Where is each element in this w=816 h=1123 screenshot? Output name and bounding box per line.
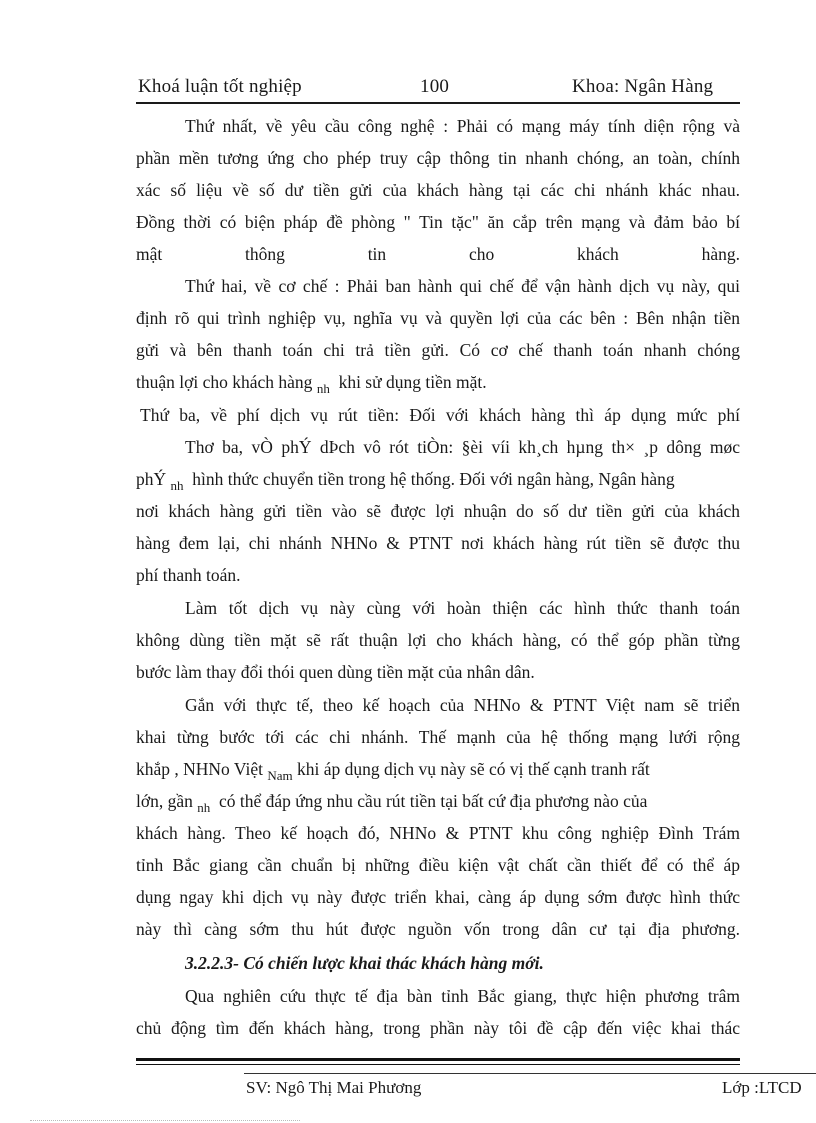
text-line xyxy=(136,789,740,820)
text-line: dụng ngay khi dịch vụ này được triển khai, càng áp dụng sớm được hình thức xyxy=(136,887,740,907)
text-line: Thứ hai, về cơ chế : Phải ban hành qui chế để vận hành dịch vụ này, qui xyxy=(185,276,740,296)
footer-rule-thin xyxy=(136,1064,740,1065)
header-page-number: 100 xyxy=(420,76,450,97)
footer-student-name: SV: Ngô Thị Mai Phương xyxy=(246,1078,422,1097)
text-line: gửi và bên thanh toán chi trả tiền gửi. Có cơ chế thanh toán nhanh chóng xyxy=(136,340,740,360)
stray-subscript: Nam xyxy=(267,768,293,783)
text-segment: khi sử dụng tiền mặt. xyxy=(338,372,487,392)
section-heading: 3.2.2.3- Có chiến lược khai thác khách hàng mới. xyxy=(185,953,544,973)
text-line xyxy=(136,467,740,498)
stray-subscript: nh xyxy=(316,381,330,396)
stray-subscript: nh xyxy=(170,478,184,493)
text-line: tỉnh Bắc giang cần chuẩn bị những điều kiện vật chất cần thiết để có thể áp xyxy=(136,855,740,875)
text-line: định rõ qui trình nghiệp vụ, nghĩa vụ và quyền lợi của các bên : Bên nhận tiền xyxy=(136,308,740,328)
text-segment: khắp , NHNo Việt xyxy=(136,759,263,779)
footer-dotted-line xyxy=(30,1120,300,1121)
text-line: Đồng thời có biện pháp đề phòng " Tin tặc" ăn cắp trên mạng và đảm bảo bí xyxy=(136,212,740,232)
text-line: Gắn với thực tế, theo kế hoạch của NHNo & PTNT Việt nam sẽ triển xyxy=(185,695,740,715)
text-line: hàng đem lại, chi nhánh NHNo & PTNT nơi khách hàng rút tiền sẽ được thu xyxy=(136,533,740,553)
text-line: Làm tốt dịch vụ này cùng với hoàn thiện các hình thức thanh toán xyxy=(185,598,740,618)
text-line: phần mền tương ứng cho phép truy cập thông tin nhanh chóng, an toàn, chính xyxy=(136,148,740,168)
text-line: chủ động tìm đến khách hàng, trong phần này tôi đề cập đến việc khai thác xyxy=(136,1018,740,1038)
header-rule xyxy=(136,102,740,104)
text-line: Thứ ba, về phí dịch vụ rút tiền: Đối với khách hàng thì áp dụng mức phí xyxy=(140,405,740,425)
text-segment: có thể đáp ứng nhu cầu rút tiền tại bất cứ địa phương nào của xyxy=(219,791,648,811)
text-line: nơi khách hàng gửi tiền vào sẽ được lợi nhuận do số dư tiền gửi của khách xyxy=(136,501,740,521)
text-line: xác số liệu về số dư tiền gửi của khách hàng tại các chi nhánh khác nhau. xyxy=(136,180,740,200)
text-line: không dùng tiền mặt sẽ rất thuận lợi cho khách hàng, có thể góp phần từng xyxy=(136,630,740,650)
text-line xyxy=(136,757,740,788)
text-line xyxy=(136,370,740,401)
text-line: Qua nghiên cứu thực tế địa bàn tỉnh Bắc giang, thực hiện phương trâm xyxy=(185,986,740,1006)
header-thesis-title: Khoá luận tốt nghiệp xyxy=(138,76,302,97)
text-segment: khi áp dụng dịch vụ này sẽ có vị thế cạnh tranh rất xyxy=(296,759,650,779)
text-line: phí thanh toán. xyxy=(136,565,241,585)
footer-class: Lớp :LTCD xyxy=(722,1078,802,1097)
garbled-text-line: Thơ ba, vÒ phÝ dÞch vô rót tiÒn: §èi víi kh¸ch hµng th× ¸p dông møc xyxy=(185,437,740,457)
text-line: Thứ nhất, về yêu cầu công nghệ : Phải có mạng máy tính diện rộng và xyxy=(185,116,740,136)
footer-rule-thick xyxy=(136,1058,740,1061)
garbled-segment: phÝ xyxy=(136,469,167,489)
text-line: khách hàng. Theo kế hoạch đó, NHNo & PTNT khu công nghiệp Đình Trám xyxy=(136,823,740,843)
text-line: bước làm thay đổi thói quen dùng tiền mặt của nhân dân. xyxy=(136,662,535,682)
footer-rule xyxy=(244,1073,816,1074)
text-line: này thì càng sớm thu hút được nguồn vốn trong dân cư tại địa phương. xyxy=(136,919,740,939)
text-segment: hình thức chuyển tiền trong hệ thống. Đối với ngân hàng, Ngân hàng xyxy=(192,469,675,489)
text-segment: thuận lợi cho khách hàng xyxy=(136,372,313,392)
text-line: mật thông tin cho khách hàng. xyxy=(136,244,740,264)
stray-subscript: nh xyxy=(197,800,211,815)
text-line: khai từng bước tới các chi nhánh. Thế mạnh của hệ thống mạng lưới rộng xyxy=(136,727,740,747)
text-segment: lớn, gần xyxy=(136,791,193,811)
header-faculty: Khoa: Ngân Hàng xyxy=(572,76,714,97)
